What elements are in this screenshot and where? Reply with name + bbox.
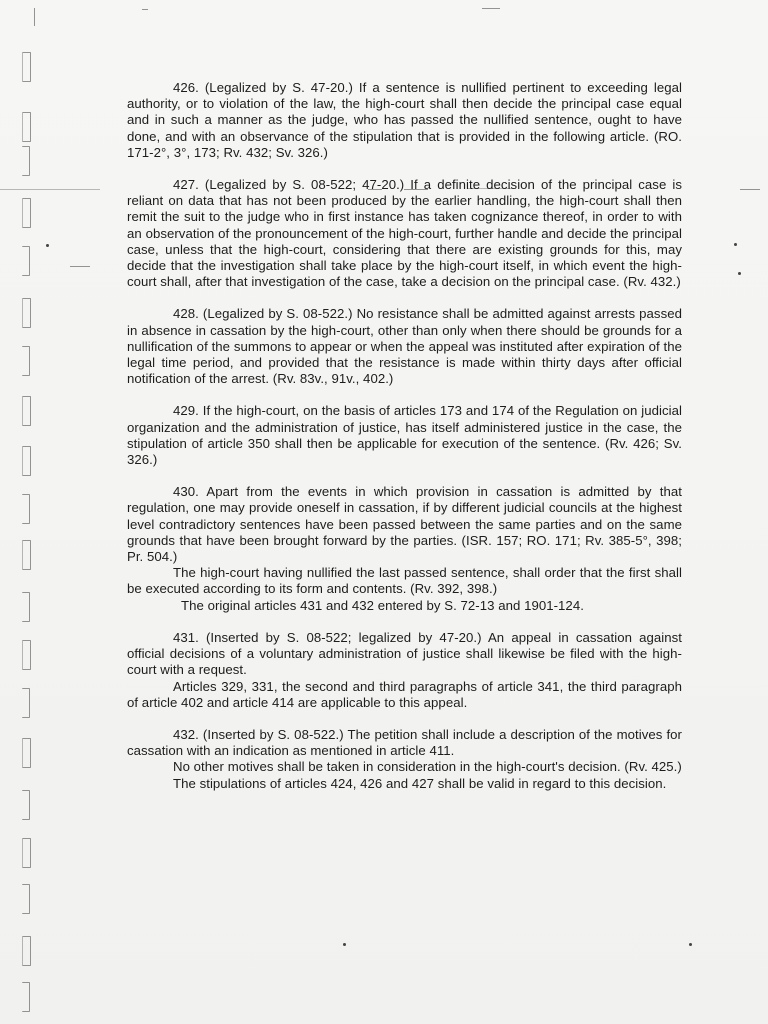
- binder-marks: [14, 0, 44, 1024]
- article-431: 431. (Inserted by S. 08-522; legalized by 47-20.) An appeal in cassation against official decisions of a voluntary administration of justice shall likewise be filed with the high-court with a request.: [127, 629, 682, 678]
- article-428: 428. (Legalized by S. 08-522.) No resistance shall be admitted against arrests passed in absence in cassation by the high-court, other than only when there should be grounds for a nullification of the summons to appear or when the appeal was instituted after expiration of the legal time period, and provided that the resistance is made within thirty days after official notification of the arrest. (Rv. 83v., 91v., 402.): [127, 306, 682, 387]
- binder-mark: [22, 298, 31, 328]
- article-431-paragraph-2: Articles 329, 331, the second and third paragraphs of article 341, the third paragraph of article 402 and article 414 are applicable to this appeal.: [127, 678, 682, 710]
- article-430: 430. Apart from the events in which provision in cassation is admitted by that regulation, one may provide oneself in cassation, if by different judicial councils at the highest level contradictory sentences have been passed between the same parties and on the same grounds that have been brought forward by the parties. (ISR. 157; RO. 171; Rv. 385-5°, 398; Pr. 504.): [127, 484, 682, 565]
- article-429: 429. If the high-court, on the basis of articles 173 and 174 of the Regulation on judicial organization and the administration of justice, has itself administered justice in the case, the stipulation of article 350 shall then be applicable for execution of the sentence. (Rv. 426; Sv. 326.): [127, 403, 682, 468]
- article-427: 427. (Legalized by S. 08-522; 47-20.) If a definite decision of the principal case is reliant on data that has not been produced by the earlier handling, the high-court shall then remit the suit to the judge who in first instance has taken cognizance thereof, in order to with an observation of the pronouncement of the high-court, further handle and decide the principal case, unless that the high-court, considering that there are existing grounds for this, may decide that the investigation shall take place by the high-court itself, in which event the high-court shall, after that investigation of the case, take a decision on the principal case. (Rv. 432.): [127, 177, 682, 290]
- binder-mark: [22, 838, 31, 868]
- article-432-paragraph-2: No other motives shall be taken in consideration in the high-court's decision. (Rv. 425.): [173, 759, 682, 775]
- binder-mark: [22, 446, 31, 476]
- binder-mark: [22, 246, 30, 276]
- binder-mark: [22, 936, 31, 966]
- binder-mark: [22, 146, 30, 176]
- binder-mark: [22, 52, 31, 82]
- scan-artifact-dot: [46, 244, 49, 247]
- binder-mark: [22, 540, 31, 570]
- binder-mark: [22, 982, 30, 1012]
- binder-mark: [22, 688, 30, 718]
- binder-mark: [22, 346, 30, 376]
- article-432-paragraph-3: The stipulations of articles 424, 426 and 427 shall be valid in regard to this decision.: [173, 775, 667, 791]
- binder-mark: [22, 640, 31, 670]
- scan-artifact-dot: [734, 243, 737, 246]
- article-426: 426. (Legalized by S. 47-20.) If a sentence is nullified pertinent to exceeding legal authority, or to violation of the law, the high-court shall then decide the principal case equal and in such a manner as the judge, who has passed the nullified sentence, ought to have done, and with an observance of the stipulation that is provided in the following article. (RO. 171-2°, 3°, 173; Rv. 432; Sv. 326.): [127, 80, 682, 160]
- article-432: 432. (Inserted by S. 08-522.) The petition shall include a description of the motives for cassation with an indication as mentioned in article 411.: [127, 726, 682, 759]
- scan-artifact-line: [0, 189, 100, 190]
- scan-artifact-dot: [689, 943, 692, 946]
- binder-mark: [22, 112, 31, 142]
- document-body: [127, 80, 682, 808]
- scan-artifact-line: [142, 9, 148, 10]
- binder-mark: [22, 790, 30, 820]
- scan-artifact-line: [482, 8, 500, 9]
- binder-mark: [22, 592, 30, 622]
- article-430-note: The original articles 431 and 432 entered by S. 72-13 and 1901-124.: [181, 597, 584, 613]
- binder-mark: [22, 884, 30, 914]
- scan-artifact-line: [70, 266, 90, 267]
- article-430-paragraph-2: The high-court having nullified the last passed sentence, shall order that the first shall be executed according to its form and contents. (Rv. 392, 398.): [127, 565, 682, 597]
- scan-artifact-dot: [738, 272, 741, 275]
- binder-mark: [22, 494, 30, 524]
- binder-mark: [22, 198, 31, 228]
- scan-artifact-dot: [343, 943, 346, 946]
- scan-artifact-line: [740, 189, 760, 190]
- binder-mark: [22, 738, 31, 768]
- binder-mark: [22, 396, 31, 426]
